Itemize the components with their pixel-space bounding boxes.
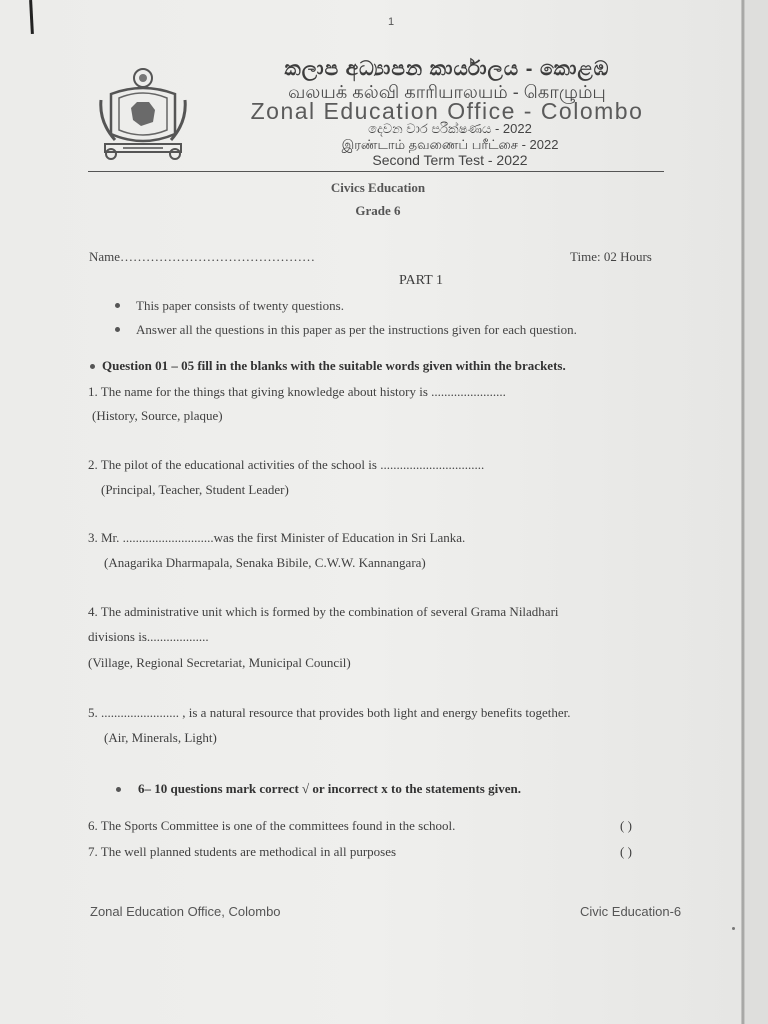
header-divider bbox=[88, 171, 664, 172]
statement-7: 7. The well planned students are methodical in all purposes bbox=[88, 844, 397, 859]
header-tamil: வலயக் கல்வி காரியாலயம் - கொழும்பு bbox=[288, 82, 606, 102]
test-title-english: Second Term Test - 2022 bbox=[372, 152, 528, 168]
question-3-options: (Anagarika Dharmapala, Senaka Bibile, C.W.W. Kannangara) bbox=[104, 555, 426, 570]
bullet-icon bbox=[115, 303, 120, 308]
instruction-1: This paper consists of twenty questions. bbox=[136, 298, 344, 313]
time-label: Time: 02 Hours bbox=[570, 249, 652, 264]
header-sinhala: කලාප අධ්‍යාපන කාර්යාලය - කොළඹ bbox=[284, 58, 610, 80]
page-number: 1 bbox=[388, 16, 395, 28]
question-4-continued: divisions is................... bbox=[88, 629, 209, 644]
section-a-heading: Question 01 – 05 fill in the blanks with the suitable words given within the brackets. bbox=[102, 358, 566, 373]
government-crest-icon bbox=[97, 64, 189, 160]
footer-office: Zonal Education Office, Colombo bbox=[90, 904, 281, 919]
question-1: 1. The name for the things that giving knowledge about history is ....................... bbox=[88, 384, 506, 399]
question-1-options: (History, Source, plaque) bbox=[92, 408, 223, 423]
subject-title: Civics Education bbox=[330, 180, 426, 195]
statement-6-answer-box[interactable]: ( ) bbox=[620, 818, 632, 833]
question-4: 4. The administrative unit which is formed by the combination of several Grama Niladhari bbox=[88, 604, 559, 619]
bullet-icon bbox=[116, 787, 121, 792]
background-strip bbox=[745, 0, 768, 1024]
question-5-options: (Air, Minerals, Light) bbox=[104, 730, 217, 745]
question-2-options: (Principal, Teacher, Student Leader) bbox=[101, 482, 289, 497]
header-english: Zonal Education Office - Colombo bbox=[250, 98, 644, 124]
section-b-heading: 6– 10 questions mark correct √ or incorrect x to the statements given. bbox=[138, 781, 521, 796]
bullet-icon bbox=[115, 327, 120, 332]
statement-7-answer-box[interactable]: ( ) bbox=[620, 844, 632, 859]
grade-title: Grade 6 bbox=[355, 203, 401, 218]
question-3: 3. Mr. ............................was the first Minister of Education in Sri Lanka. bbox=[88, 530, 466, 545]
question-4-options: (Village, Regional Secretariat, Municipal Council) bbox=[88, 655, 351, 670]
instruction-2: Answer all the questions in this paper as per the instructions given for each question. bbox=[136, 322, 577, 337]
part-title: PART 1 bbox=[399, 273, 443, 288]
statement-6: 6. The Sports Committee is one of the committees found in the school. bbox=[88, 818, 456, 833]
name-field-label: Name……………………………………… bbox=[89, 249, 316, 264]
test-title-tamil: இரண்டாம் தவணைப் பரீட்சை - 2022 bbox=[341, 137, 559, 152]
question-2: 2. The pilot of the educational activities of the school is ................................ bbox=[88, 457, 485, 472]
bullet-icon bbox=[90, 364, 95, 369]
margin-dot bbox=[732, 927, 735, 930]
test-title-sinhala: දෙවන වාර පරීක්ෂණය - 2022 bbox=[368, 121, 532, 136]
footer-subject: Civic Education-6 bbox=[580, 904, 682, 919]
question-5: 5. ........................ , is a natural resource that provides both light and energy benefits together. bbox=[88, 705, 571, 720]
